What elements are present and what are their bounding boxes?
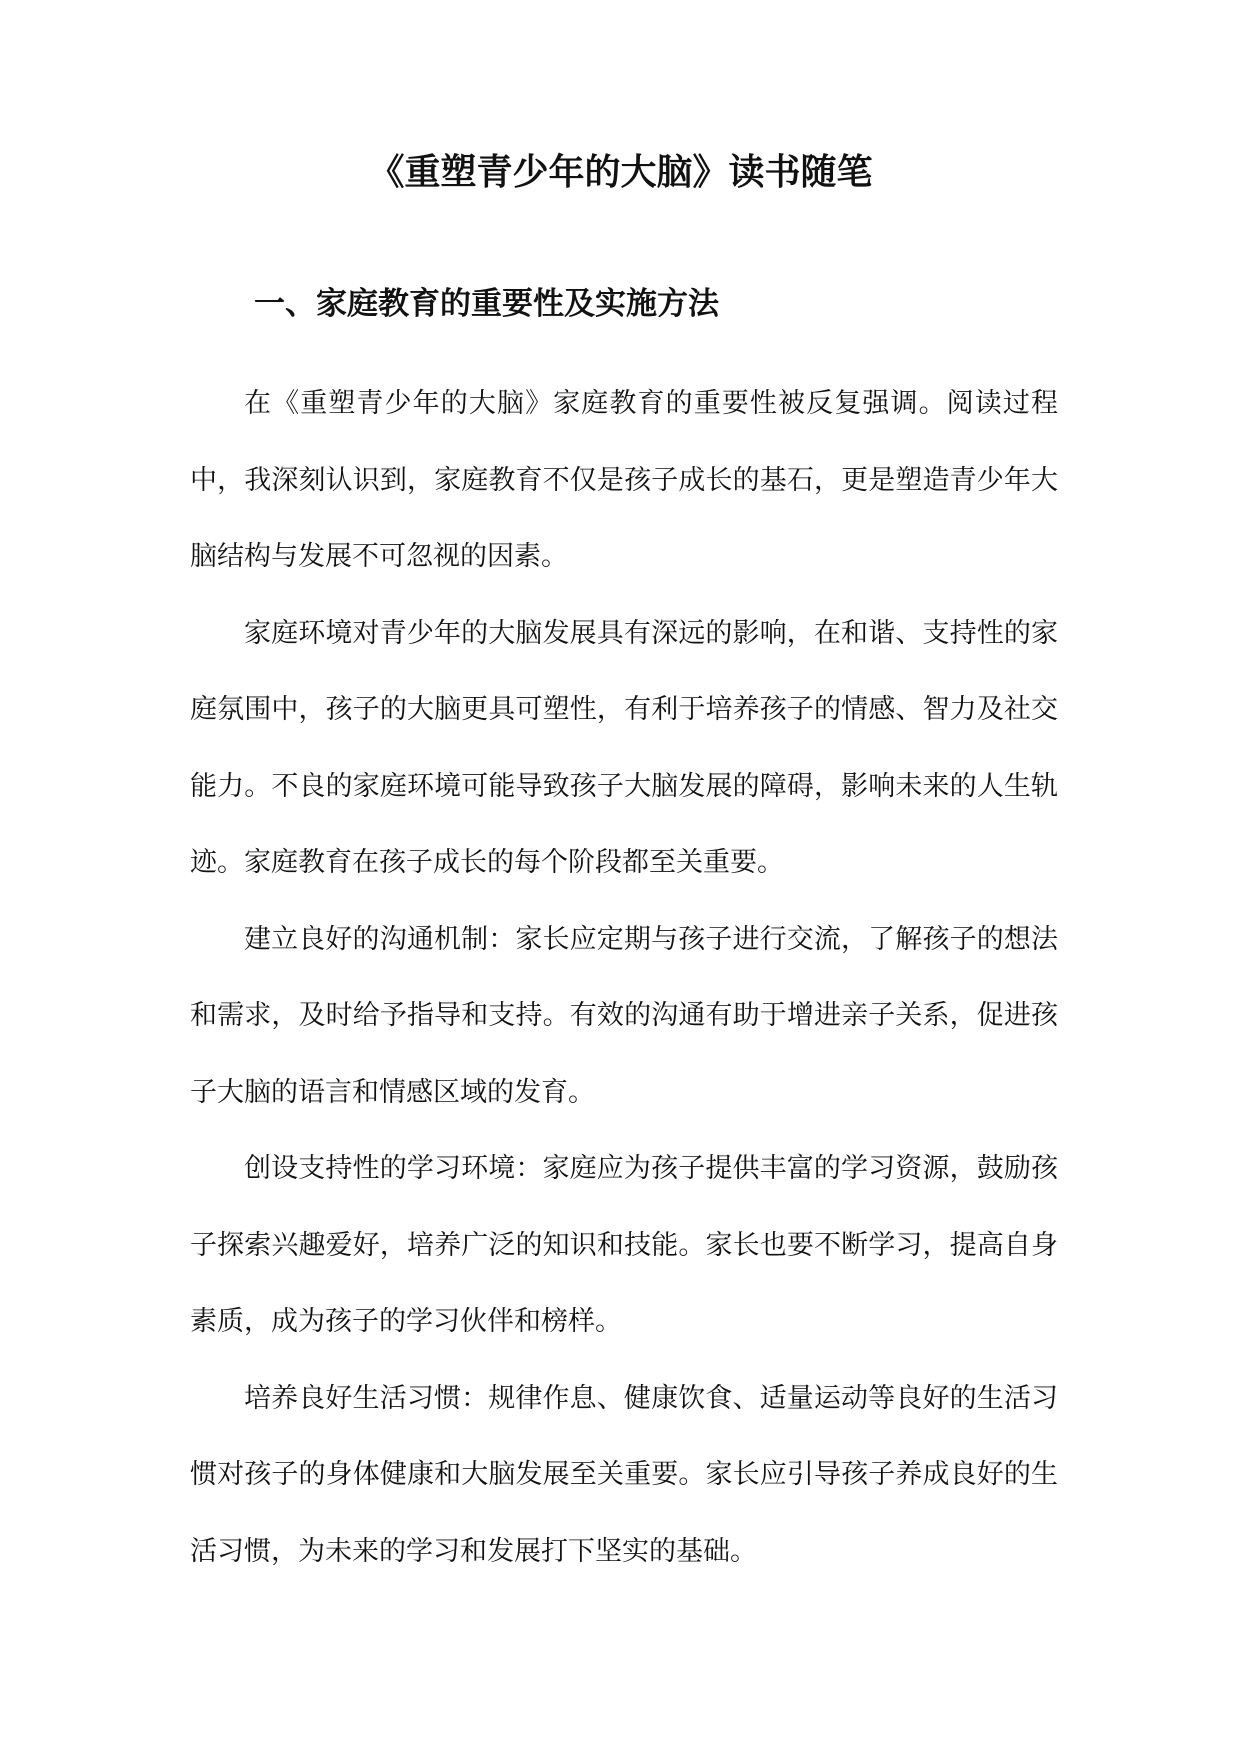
paragraph: 家庭环境对青少年的大脑发展具有深远的影响，在和谐、支持性的家庭氛围中，孩子的大脑更具可塑性，有利于培养孩子的情感、智力及社交能力。不良的家庭环境可能导致孩子大脑发展的障碍，影响未来的人生轨迹。家庭教育在孩子成长的每个阶段都至关重要。: [190, 617, 1058, 878]
body-text: [190, 366, 1058, 1590]
paragraph: 培养良好生活习惯：规律作息、健康饮食、适量运动等良好的生活习惯对孩子的身体健康和大脑发展至关重要。家长应引导孩子养成良好的生活习惯，为未来的学习和发展打下坚实的基础。: [190, 1382, 1058, 1567]
paragraph: 创设支持性的学习环境：家庭应为孩子提供丰富的学习资源，鼓励孩子探索兴趣爱好，培养广泛的知识和技能。家长也要不断学习，提高自身素质，成为孩子的学习伙伴和榜样。: [190, 1153, 1058, 1337]
paragraph: 在《重塑青少年的大脑》家庭教育的重要性被反复强调。阅读过程中，我深刻认识到，家庭教育不仅是孩子成长的基石，更是塑造青少年大脑结构与发展不可忽视的因素。: [190, 388, 1058, 572]
document-title: 《重塑青少年的大脑》读书随笔: [368, 152, 873, 193]
paragraph: 建立良好的沟通机制：家长应定期与孩子进行交流，了解孩子的想法和需求，及时给予指导和支持。有效的沟通有助于增进亲子关系，促进孩子大脑的语言和情感区域的发育。: [190, 923, 1058, 1108]
section-heading: 一、家庭教育的重要性及实施方法: [254, 286, 719, 322]
